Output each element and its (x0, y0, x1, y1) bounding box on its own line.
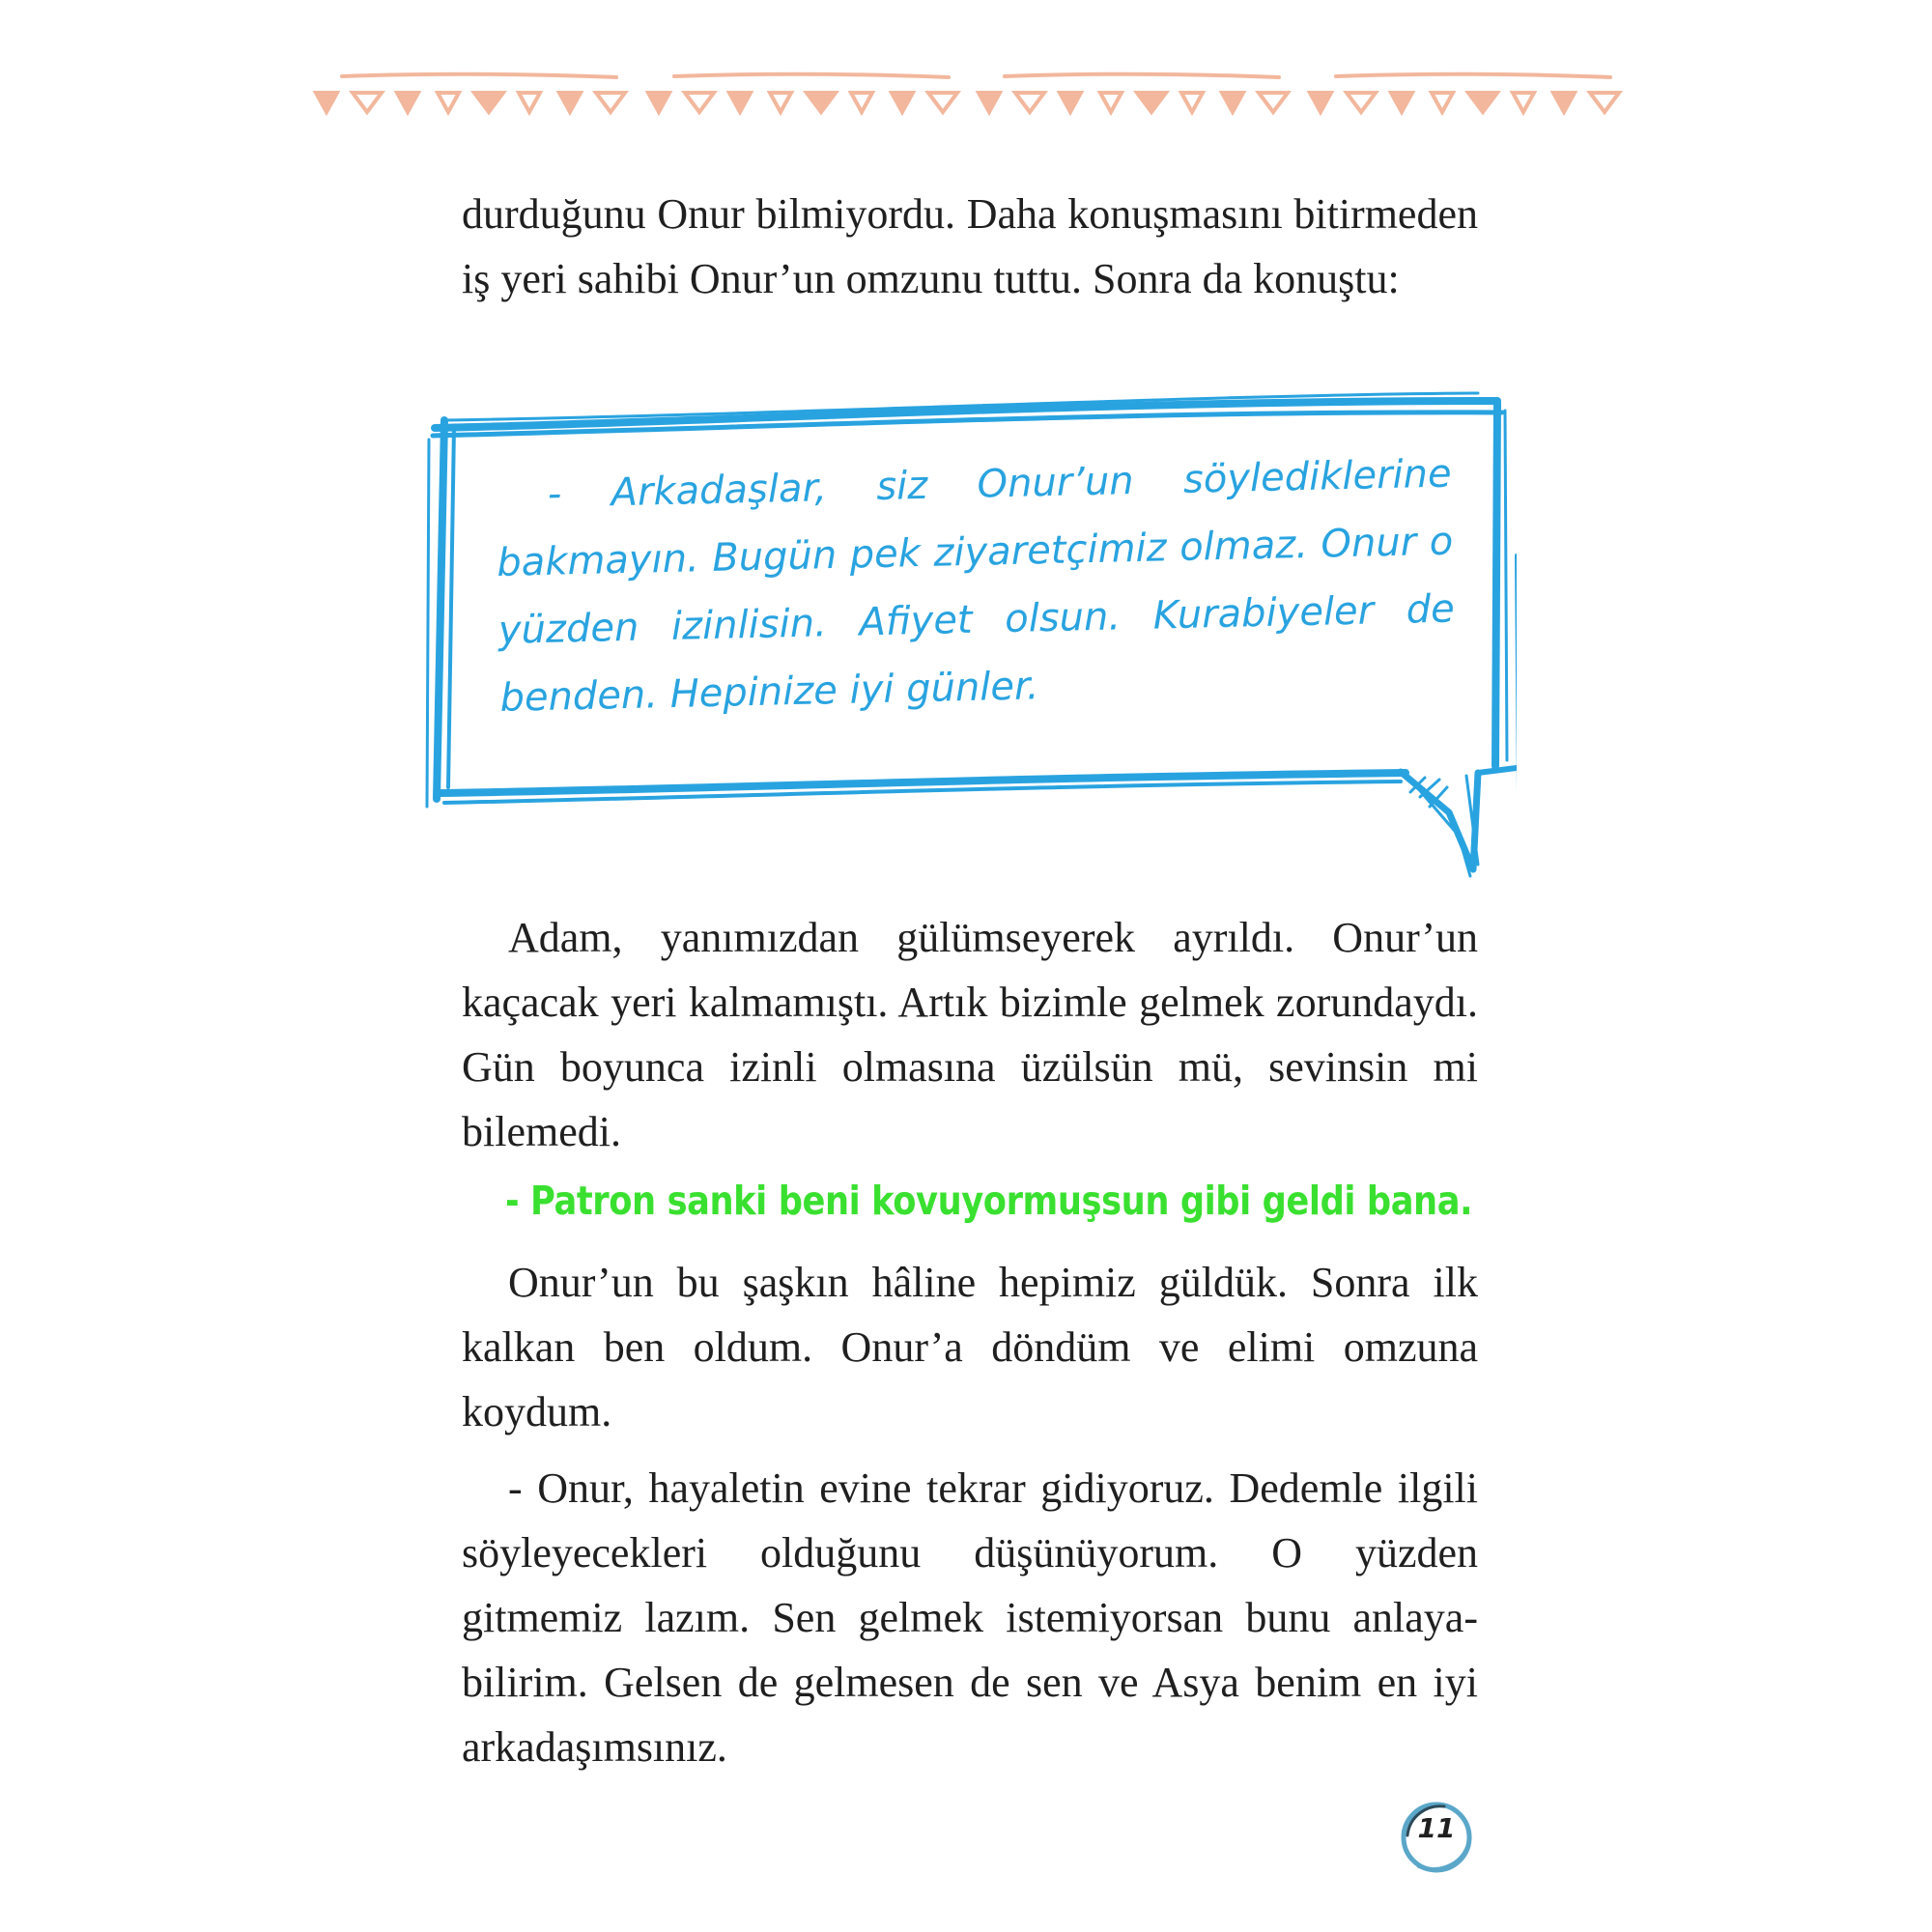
bunting-triangle (438, 93, 459, 112)
paragraph-3: Onur’un bu şaşkın hâline hepimiz güldük. Sonra ilk kalkan ben oldum. Onur’a döndüm ve elimi omzuna koydum. (462, 1259, 1478, 1435)
bunting-string (1336, 74, 1610, 77)
bunting-triangle (1259, 93, 1288, 112)
bunting-triangle (1310, 93, 1331, 112)
bunting-triangle (851, 93, 872, 112)
bunting-triangle (770, 93, 791, 112)
bunting-triangle (353, 93, 382, 112)
bunting-triangle (519, 93, 540, 112)
bunting-triangle (1590, 93, 1619, 112)
paragraph-2: Adam, yanımızdan gülümseyerek ayrıldı. Onur’un kaçacak yeri kalmamıştı. Artık bizimle gelmek zorundaydı. Gün boyunca izinli olmasına üzülsün mü, sevinsin mi bilemedi. (462, 914, 1478, 1155)
bunting-triangle (559, 93, 581, 112)
bunting-string (342, 74, 616, 77)
bunting-triangle (397, 93, 418, 112)
highlight-dialogue: - Patron sanki beni kovuyormuşsun gibi geldi bana. (505, 1178, 1473, 1224)
paragraph-4: - Onur, hayaletin evine tekrar gidiyoruz. Dedemle ilgili söyleyecekleri olduğunu düşünüyorum. O yüzden gitmemiz lazım. Sen gelmek istemiyorsan bunu anlayabilirim. Gelsen de gelmesen de sen ve Asya benim en iyi arkadaşımsınız. (462, 1464, 1478, 1771)
page-number-badge (1398, 1799, 1475, 1876)
bunting-triangle (1015, 93, 1044, 112)
bunting-triangle (596, 93, 625, 112)
bunting-triangle (316, 93, 337, 112)
bunting-string (1005, 74, 1279, 77)
triangle-bunting-decoration (316, 74, 1619, 112)
paragraph-1: durduğunu Onur bilmiyordu. Daha konuşmasını bitirmeden iş yeri sahibi Onur’un omzunu tuttu. Sonra da konuştu: (462, 190, 1478, 302)
page-number: 11 (1417, 1812, 1456, 1844)
bunting-triangle (648, 93, 669, 112)
bunting-triangle (979, 93, 1000, 112)
bunting-triangle (474, 93, 503, 112)
bunting-triangle (928, 93, 957, 112)
bunting-triangle (1222, 93, 1243, 112)
bunting-triangle (807, 93, 836, 112)
header-decoration (0, 0, 1932, 135)
bunting-triangle (892, 93, 913, 112)
bunting-triangle (1391, 93, 1412, 112)
bunting-triangle (1513, 93, 1534, 112)
bunting-triangle (1100, 93, 1122, 112)
bunting-triangle (1181, 93, 1203, 112)
bunting-triangle (729, 93, 751, 112)
speech-bubble-text: - Arkadaşlar, siz Onur’un söylediklerine bakmayın. Bugün pek ziyaretçimiz olmaz. Onur o yüzden izinlisin. Afiyet olsun. Kurabiyeler de benden. Hepinize iyi günler. (496, 451, 1456, 721)
bunting-triangle (1347, 93, 1376, 112)
bunting-string (674, 74, 949, 77)
bunting-triangle (1432, 93, 1453, 112)
bunting-triangle (1060, 93, 1081, 112)
bunting-triangle (1137, 93, 1166, 112)
bunting-triangle (1468, 93, 1497, 112)
bunting-triangle (1553, 93, 1575, 112)
bunting-triangle (685, 93, 714, 112)
